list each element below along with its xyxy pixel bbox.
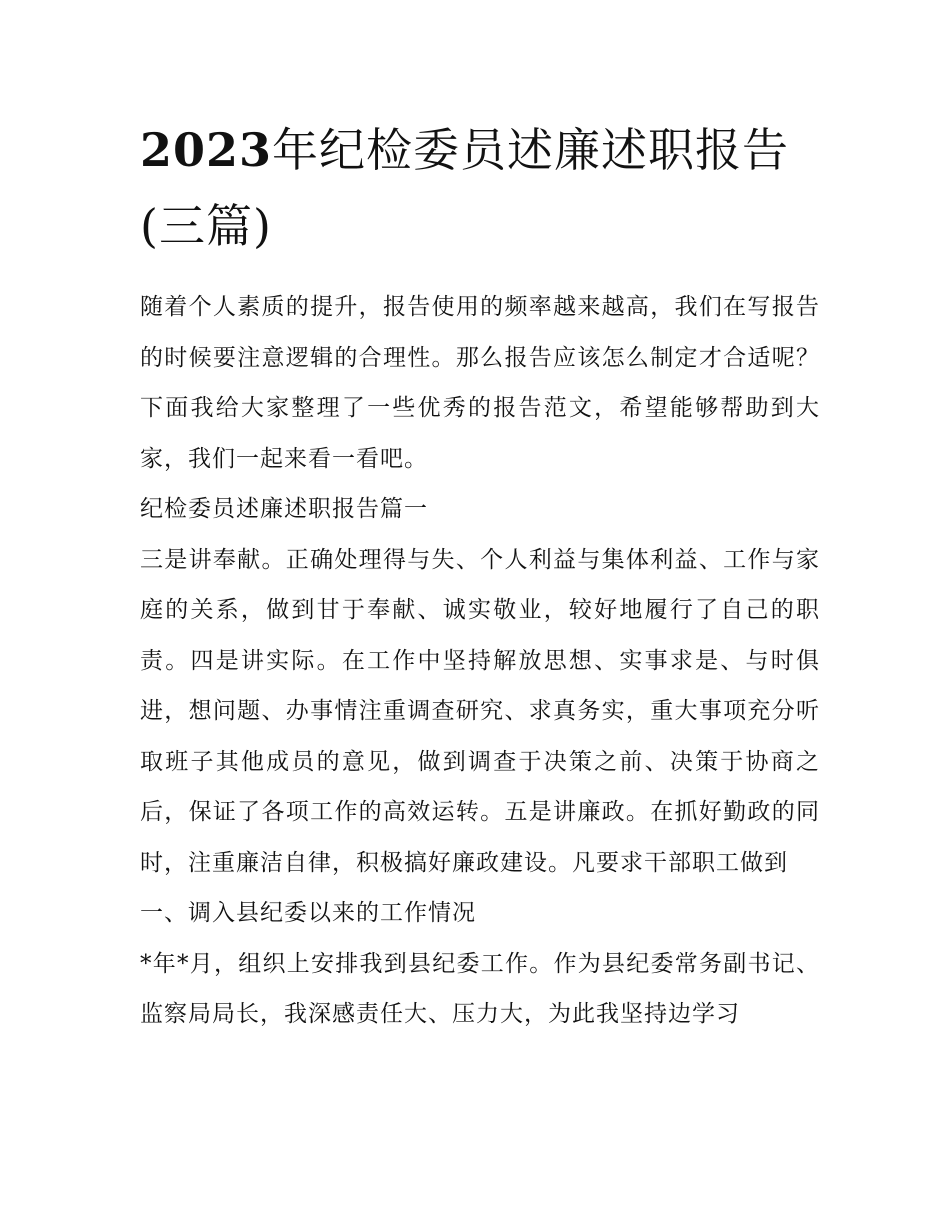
- title-text: 年纪检委员述廉述职报告: [272, 123, 790, 177]
- document-body: [140, 282, 820, 1040]
- body-paragraph: 三是讲奉献。正确处理得与失、个人利益与集体利益、工作与家庭的关系，做到甘于奉献、诚实敬业，较好地履行了自己的职责。四是讲实际。在工作中坚持解放思想、实事求是、与时俱进，想问题、办事情注重调查研究、求真务实，重大事项充分听取班子其他成员的意见，做到调查于决策之前、决策于协商之后，保证了各项工作的高效运转。五是讲廉政。在抓好勤政的同时，注重廉洁自律，积极搞好廉政建设。凡要求干部职工做到: [140, 546, 820, 876]
- section-title: 纪检委员述廉述职报告篇一: [140, 496, 428, 522]
- title-subtitle: (三篇): [140, 199, 272, 253]
- title-year: 2023: [140, 123, 273, 177]
- intro-paragraph: 随着个人素质的提升，报告使用的频率越来越高，我们在写报告的时候要注意逻辑的合理性。那么报告应该怎么制定才合适呢？下面我给大家整理了一些优秀的报告范文，希望能够帮助到大家，我们一起来看一看吧。: [140, 294, 820, 472]
- closing-paragraph: *年*月，组织上安排我到县纪委工作。作为县纪委常务副书记、监察局局长，我深感责任大、压力大，为此我坚持边学习: [140, 950, 820, 1027]
- document-title: [140, 112, 820, 264]
- subheading: 一、调入县纪委以来的工作情况: [140, 900, 476, 926]
